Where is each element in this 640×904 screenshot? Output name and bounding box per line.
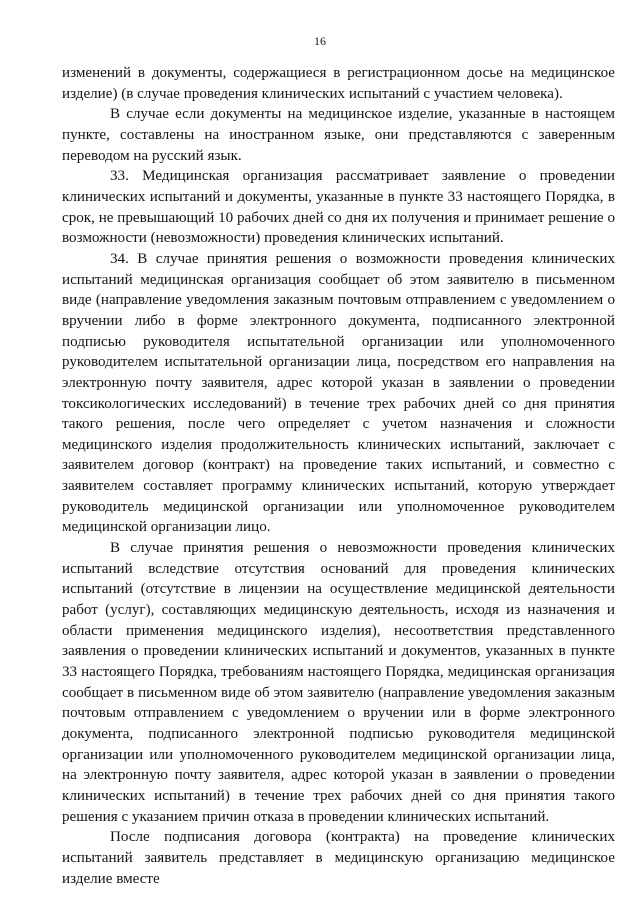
paragraph-refusal-case: В случае принятия решения о невозможности проведения клинических испытаний вследствие отсутствия оснований для проведения клинических испытаний (отсутствие в лицензии на осуществление медицинской деятельности работ (услуг), составляющих медицинскую деятельность, исходя из назначения и области применения медицинского изделия), несоответствия представленного заявления о проведении клинических испытаний и документов, указанных в пункте 33 настоящего Порядка, требованиям настоящего Порядка, медицинская организация сообщает в письменном виде об этом заявителю (направление уведомления заказным почтовым отправлением с уведомлением о вручении или в форме электронного документа, подписанного электронной подписью руководителя медицинской организации или уполномоченного руководителем медицинской организации лица, на электронную почту заявителя, адрес которой указан в заявлении о проведении клинических испытаний) в течение трех рабочих дней со дня принятия такого решения с указанием причин отказа в проведении клинических испытаний.	[62, 540, 615, 825]
page-number: 16	[314, 34, 326, 48]
paragraph-foreign-language-documents: В случае если документы на медицинское изделие, указанные в настоящем пункте, составлены на иностранном языке, они представляются с заверенным переводом на русский язык.	[62, 106, 615, 164]
paragraph-item-34: 34. В случае принятия решения о возможности проведения клинических испытаний медицинская организация сообщает об этом заявителю в письменном виде (направление уведомления заказным почтовым отправлением с уведомлением о вручении либо в форме электронного документа, подписанного электронной подписью руководителя испытательной организации или уполномоченного руководителем испытательной организации лица, посредством его направления на электронную почту заявителя, адрес которой указан в заявлении о проведении токсикологических исследований) в течение трех рабочих дней со дня принятия такого решения, после чего определяет с учетом назначения и сложности медицинского изделия продолжительность клинических испытаний, заключает с заявителем договор (контракт) на проведение таких испытаний, и совместно с заявителем составляет программу клинических испытаний, которую утверждает руководитель медицинской организации или уполномоченное руководителем медицинской организации лицо.	[62, 250, 615, 536]
paragraph-continuation: изменений в документы, содержащиеся в регистрационном досье на медицинское изделие) (в случае проведения клинических испытаний с участием человека).	[62, 65, 615, 102]
document-body	[62, 63, 615, 889]
paragraph-after-contract: После подписания договора (контракта) на проведение клинических испытаний заявитель представляет в медицинскую организацию медицинское изделие вместе	[62, 829, 615, 887]
paragraph-item-33: 33. Медицинская организация рассматривает заявление о проведении клинических испытаний и документы, указанные в пункте 33 настоящего Порядка, в срок, не превышающий 10 рабочих дней со дня их получения и принимает решение о возможности (невозможности) проведения клинических испытаний.	[62, 168, 615, 247]
